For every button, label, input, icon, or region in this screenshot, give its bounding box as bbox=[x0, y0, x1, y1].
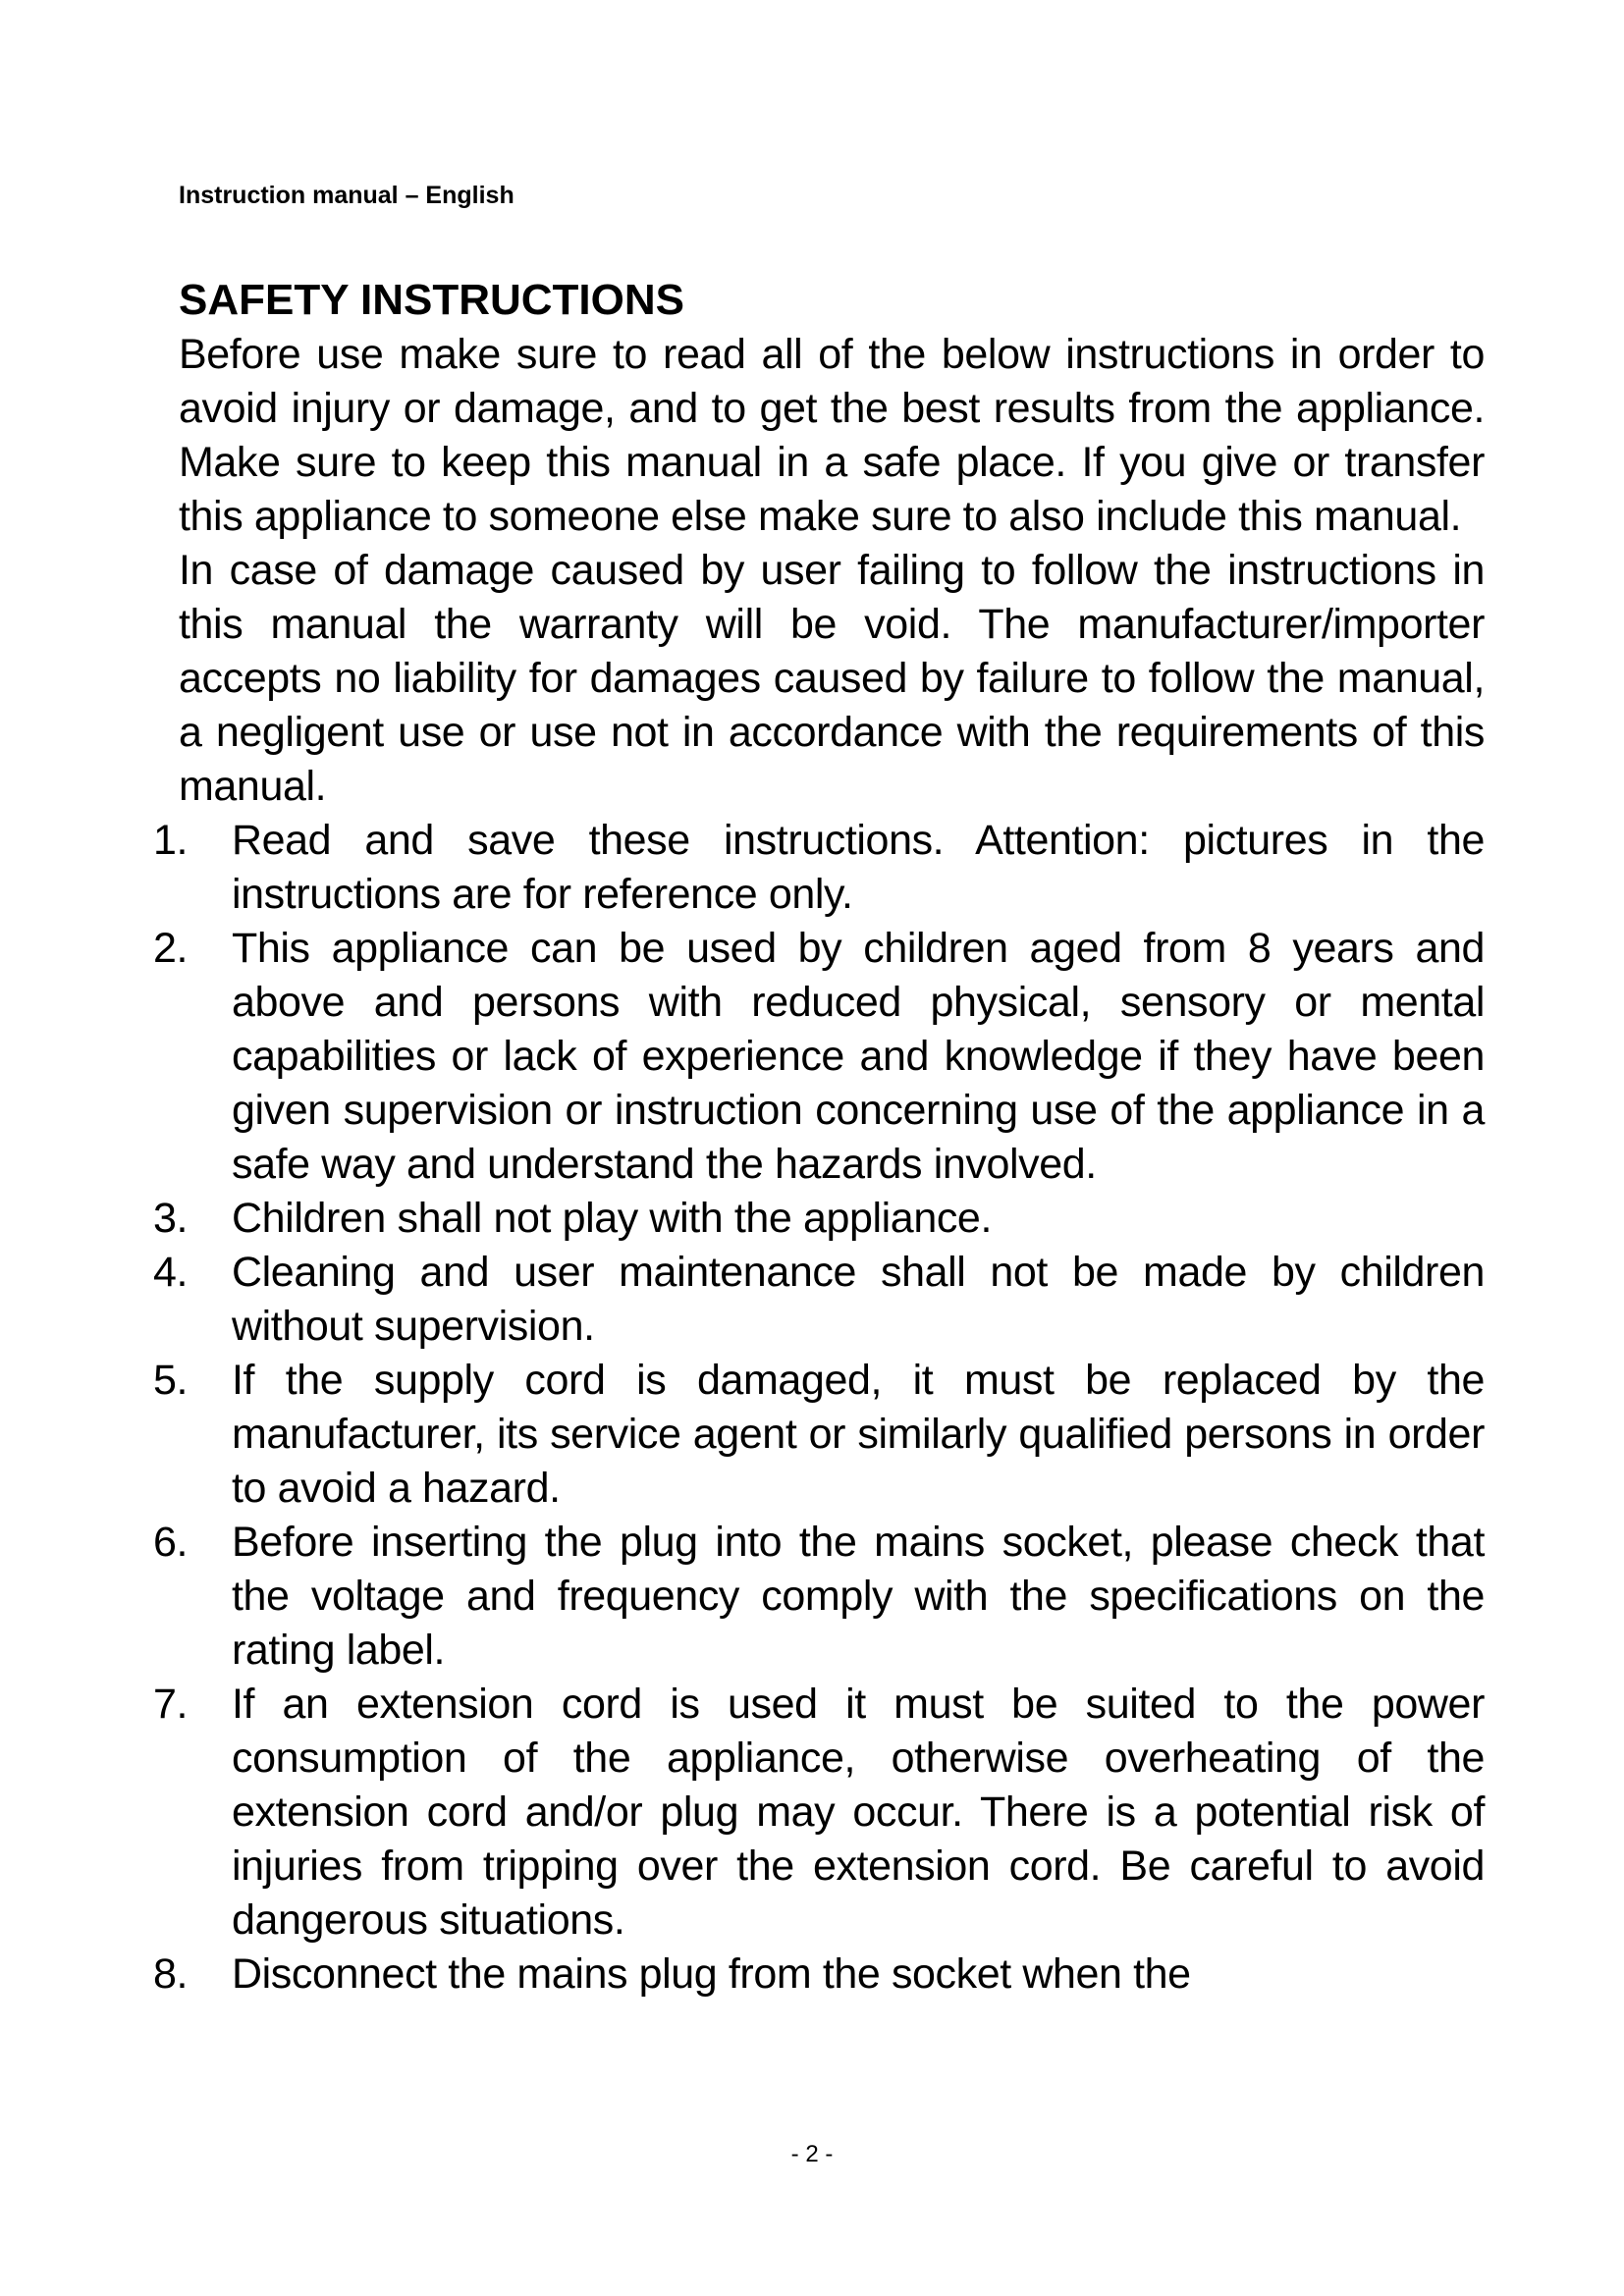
list-item bbox=[153, 1678, 1485, 1948]
list-item-text: Read and save these instructions. Attention: pictures in the instructions are for reference only. bbox=[232, 817, 1485, 918]
list-item-number: 3. bbox=[153, 1195, 189, 1242]
list-item bbox=[153, 814, 1485, 922]
section-title: SAFETY INSTRUCTIONS bbox=[179, 276, 685, 324]
list-item-text: Cleaning and user maintenance shall not be made by children without supervision. bbox=[232, 1249, 1485, 1350]
list-item-number: 7. bbox=[153, 1681, 189, 1728]
list-item-number: 8. bbox=[153, 1950, 189, 1998]
instructions-list bbox=[153, 814, 1485, 2002]
list-item-text: Before inserting the plug into the mains socket, please check that the voltage and frequency comply with the specifications on the rating label. bbox=[232, 1519, 1485, 1674]
list-item-text: Children shall not play with the appliance. bbox=[232, 1195, 992, 1242]
list-item bbox=[153, 1354, 1485, 1516]
list-item-number: 4. bbox=[153, 1249, 189, 1296]
list-item bbox=[153, 1948, 1485, 2002]
list-item-text: This appliance can be used by children aged from 8 years and above and persons with reduced physical, sensory or mental capabilities or lack of experience and knowledge if they have been given supervision or instruction concerning use of the appliance in a safe way and understand the hazards involved. bbox=[232, 925, 1485, 1188]
list-item bbox=[153, 1192, 1485, 1246]
intro-paragraph: Before use make sure to read all of the below instructions in order to avoid injury or damage, and to get the best results from the appliance. Make sure to keep this manual in a safe place. If you give or transfer this appliance to someone else make sure to also include this manual. bbox=[179, 331, 1485, 540]
list-item-text: If an extension cord is used it must be suited to the power consumption of the appliance, otherwise overheating of the extension cord and/or plug may occur. There is a potential risk of injuries from tripping over the extension cord. Be careful to avoid dangerous situations. bbox=[232, 1681, 1485, 1944]
list-item-number: 2. bbox=[153, 925, 189, 972]
safety-instructions-section bbox=[153, 273, 1485, 2002]
list-item-number: 6. bbox=[153, 1519, 189, 1566]
list-item bbox=[153, 922, 1485, 1192]
list-item bbox=[153, 1246, 1485, 1354]
list-item-number: 1. bbox=[153, 817, 189, 864]
document-header-label: Instruction manual – English bbox=[179, 182, 514, 209]
warranty-paragraph: In case of damage caused by user failing to follow the instructions in this manual the warranty will be void. The manufacturer/importer accepts no liability for damages caused by failure to follow the manual, a negligent use or use not in accordance with the requirements of this manual. bbox=[179, 547, 1485, 810]
list-item bbox=[153, 1516, 1485, 1678]
list-item-text: If the supply cord is damaged, it must be replaced by the manufacturer, its service agent or similarly qualified persons in order to avoid a hazard. bbox=[232, 1357, 1485, 1512]
list-item-number: 5. bbox=[153, 1357, 189, 1404]
list-item-text: Disconnect the mains plug from the socket when the bbox=[232, 1950, 1191, 1998]
page-number: - 2 - bbox=[790, 2141, 834, 2167]
